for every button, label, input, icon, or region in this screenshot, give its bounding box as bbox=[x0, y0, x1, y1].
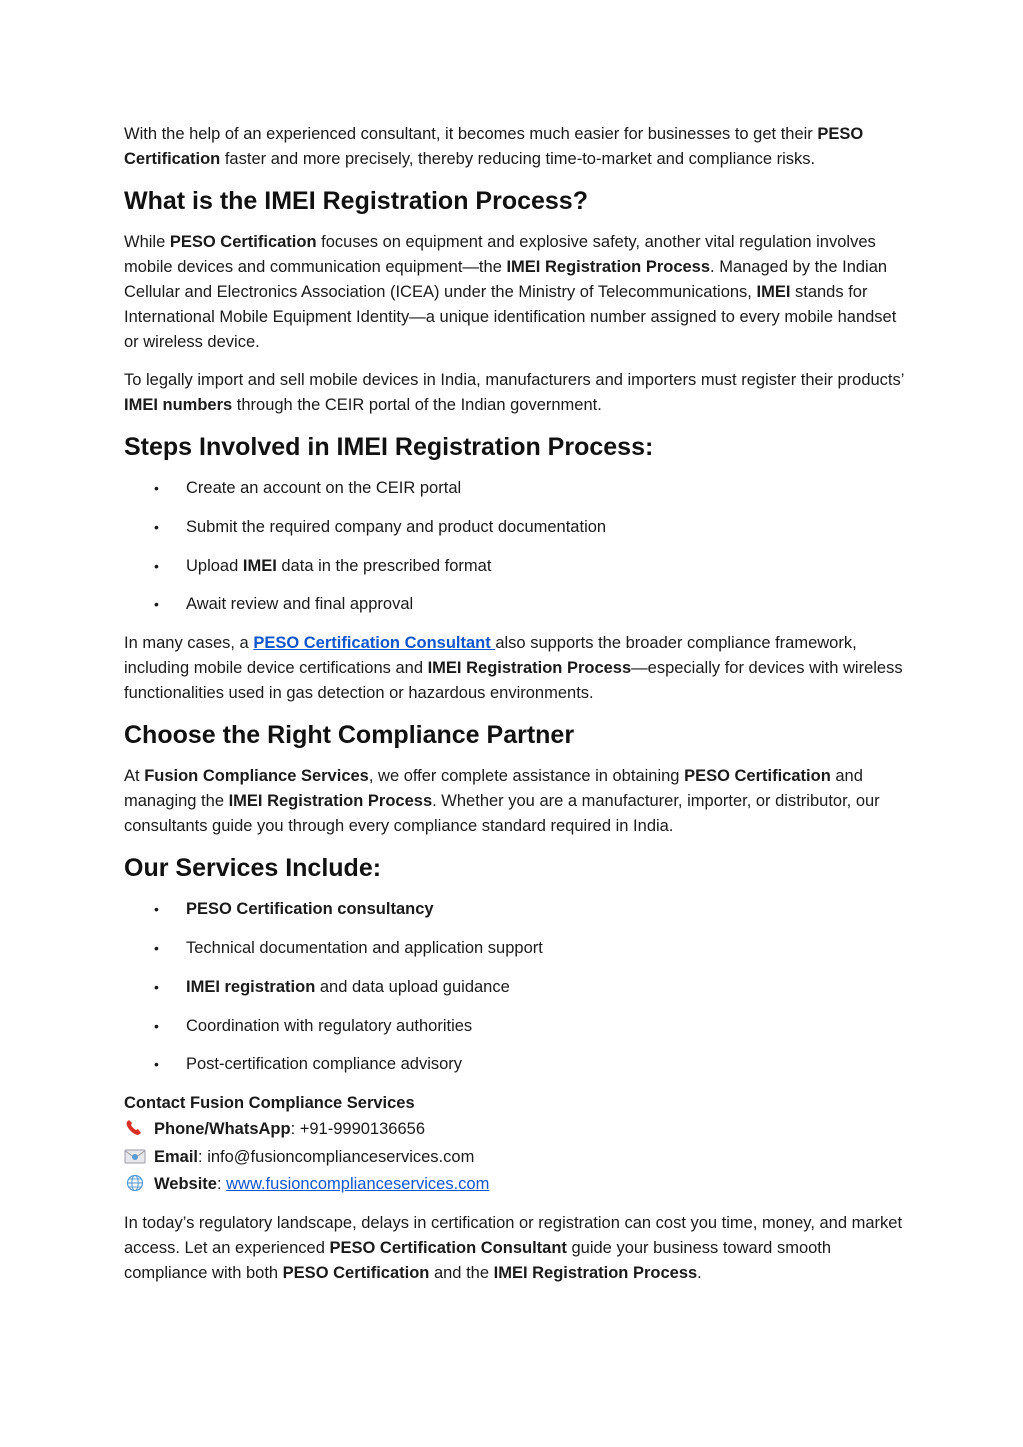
ceir-paragraph bbox=[124, 368, 914, 418]
list-item bbox=[124, 476, 914, 501]
envelope-icon bbox=[124, 1147, 146, 1165]
contact-email bbox=[124, 1144, 914, 1172]
services-list bbox=[124, 897, 914, 1077]
text: stands for International Mobile Equipment Identity—a unique identification number assigned to every mobile handset or wireless device. bbox=[124, 283, 897, 351]
text: Coordination with regulatory authorities bbox=[186, 1016, 473, 1035]
bullet-icon: • bbox=[154, 1056, 159, 1073]
text: In today’s regulatory landscape, delays in certification or registration can cost you time, money, and market access. Let an experienced bbox=[124, 1213, 903, 1257]
text: Await review and final approval bbox=[186, 595, 414, 614]
imei-definition-paragraph bbox=[124, 230, 914, 355]
phone-value: : +91-9990136656 bbox=[290, 1120, 425, 1139]
phone-icon bbox=[124, 1119, 146, 1137]
text: . Managed by the Indian Cellular and Electronics Association (ICEA) under the Ministry of Telecommunications, bbox=[124, 258, 888, 301]
text: and managing the bbox=[124, 767, 863, 811]
contact-website bbox=[124, 1171, 914, 1199]
peso-consultant-link[interactable] bbox=[253, 634, 495, 652]
text: In many cases, a bbox=[124, 634, 254, 653]
contact-title: Contact Fusion Compliance Services bbox=[124, 1094, 415, 1113]
globe-icon bbox=[124, 1174, 146, 1192]
contact-phone bbox=[124, 1116, 914, 1144]
bold-text: IMEI Registration Process bbox=[506, 258, 711, 276]
text: While bbox=[124, 233, 170, 251]
contact-block bbox=[124, 1091, 914, 1199]
list-item bbox=[124, 1052, 914, 1077]
list-item bbox=[124, 592, 914, 617]
list-item bbox=[124, 975, 914, 1000]
bold-text: IMEI numbers bbox=[124, 396, 233, 414]
bullet-icon: • bbox=[154, 518, 159, 535]
email-value: : info@fusioncomplianceservices.com bbox=[198, 1147, 475, 1166]
consultant-paragraph bbox=[124, 631, 914, 706]
bold-text: PESO Certification bbox=[169, 233, 317, 251]
bullet-icon: • bbox=[154, 939, 159, 956]
bullet-icon: • bbox=[154, 480, 159, 496]
bold-text: IMEI Registration Process bbox=[228, 792, 433, 811]
section-heading-imei-process: What is the IMEI Registration Process? bbox=[124, 187, 588, 215]
text: Upload bbox=[186, 556, 243, 575]
text: : bbox=[216, 1175, 227, 1194]
list-item bbox=[124, 1014, 914, 1039]
text: Submit the required company and product documentation bbox=[186, 517, 607, 536]
partner-paragraph bbox=[124, 764, 914, 839]
text: With the help of an experienced consultant, it becomes much easier for businesses to get their bbox=[124, 125, 818, 143]
section-heading-partner: Choose the Right Compliance Partner bbox=[124, 721, 575, 750]
bold-text: IMEI Registration Process bbox=[427, 659, 632, 678]
email-label: Email bbox=[154, 1147, 199, 1166]
text: . Whether you are a manufacturer, importer, or distributor, our consultants guide you through every compliance standard required in India. bbox=[124, 792, 880, 836]
closing-paragraph bbox=[124, 1211, 914, 1286]
list-item bbox=[124, 897, 914, 922]
bold-text: IMEI Registration Process bbox=[493, 1263, 698, 1282]
bullet-icon: • bbox=[154, 596, 159, 613]
bold-text: PESO Certification bbox=[124, 125, 864, 168]
steps-list bbox=[124, 476, 914, 617]
list-item bbox=[124, 515, 914, 540]
bullet-icon: • bbox=[154, 901, 159, 918]
bold-text: Fusion Compliance Services bbox=[144, 767, 369, 786]
document-page bbox=[124, 122, 914, 1299]
bold-text: PESO Certification consultancy bbox=[186, 900, 434, 919]
text: At bbox=[124, 767, 145, 786]
link-text: PESO Certification Consultant bbox=[253, 634, 496, 653]
text: through the CEIR portal of the Indian government. bbox=[232, 396, 602, 414]
section-heading-steps: Steps Involved in IMEI Registration Process: bbox=[124, 433, 654, 461]
text: guide your business toward smooth compliance with both bbox=[124, 1238, 832, 1282]
text: Create an account on the CEIR portal bbox=[186, 479, 462, 497]
text: . bbox=[697, 1263, 702, 1282]
phone-label: Phone/WhatsApp bbox=[154, 1120, 291, 1139]
section-heading-services: Our Services Include: bbox=[124, 854, 382, 883]
text: faster and more precisely, thereby reducing time-to-market and compliance risks. bbox=[220, 150, 816, 168]
bold-text: IMEI bbox=[242, 556, 277, 575]
text: , we offer complete assistance in obtaining bbox=[368, 767, 685, 786]
intro-paragraph bbox=[124, 122, 914, 172]
text: and data upload guidance bbox=[315, 977, 510, 996]
website-link[interactable]: www.fusioncomplianceservices.com bbox=[226, 1175, 490, 1194]
list-item bbox=[124, 936, 914, 961]
bullet-icon: • bbox=[154, 1017, 159, 1034]
text: also supports the broader compliance framework, including mobile device certifications and bbox=[124, 634, 857, 678]
list-item bbox=[124, 554, 914, 579]
text: data in the prescribed format bbox=[276, 556, 492, 575]
bold-text: IMEI bbox=[756, 283, 791, 301]
text: and the bbox=[429, 1263, 494, 1282]
website-label: Website bbox=[154, 1175, 217, 1194]
text: Technical documentation and application support bbox=[186, 938, 543, 957]
bold-text: PESO Certification bbox=[684, 767, 831, 786]
text: focuses on equipment and explosive safety, another vital regulation involves mobile devices and communication equipment—the bbox=[124, 233, 876, 276]
bullet-icon: • bbox=[154, 978, 159, 995]
bold-text: IMEI registration bbox=[186, 977, 316, 996]
bold-text: PESO Certification bbox=[282, 1263, 430, 1282]
text: Post-certification compliance advisory bbox=[186, 1055, 463, 1074]
text: To legally import and sell mobile devices in India, manufacturers and importers must register their products’ bbox=[124, 371, 904, 389]
bullet-icon: • bbox=[154, 557, 159, 574]
bold-text: PESO Certification Consultant bbox=[329, 1238, 567, 1257]
text: —especially for devices with wireless functionalities used in gas detection or hazardous environments. bbox=[124, 659, 903, 703]
